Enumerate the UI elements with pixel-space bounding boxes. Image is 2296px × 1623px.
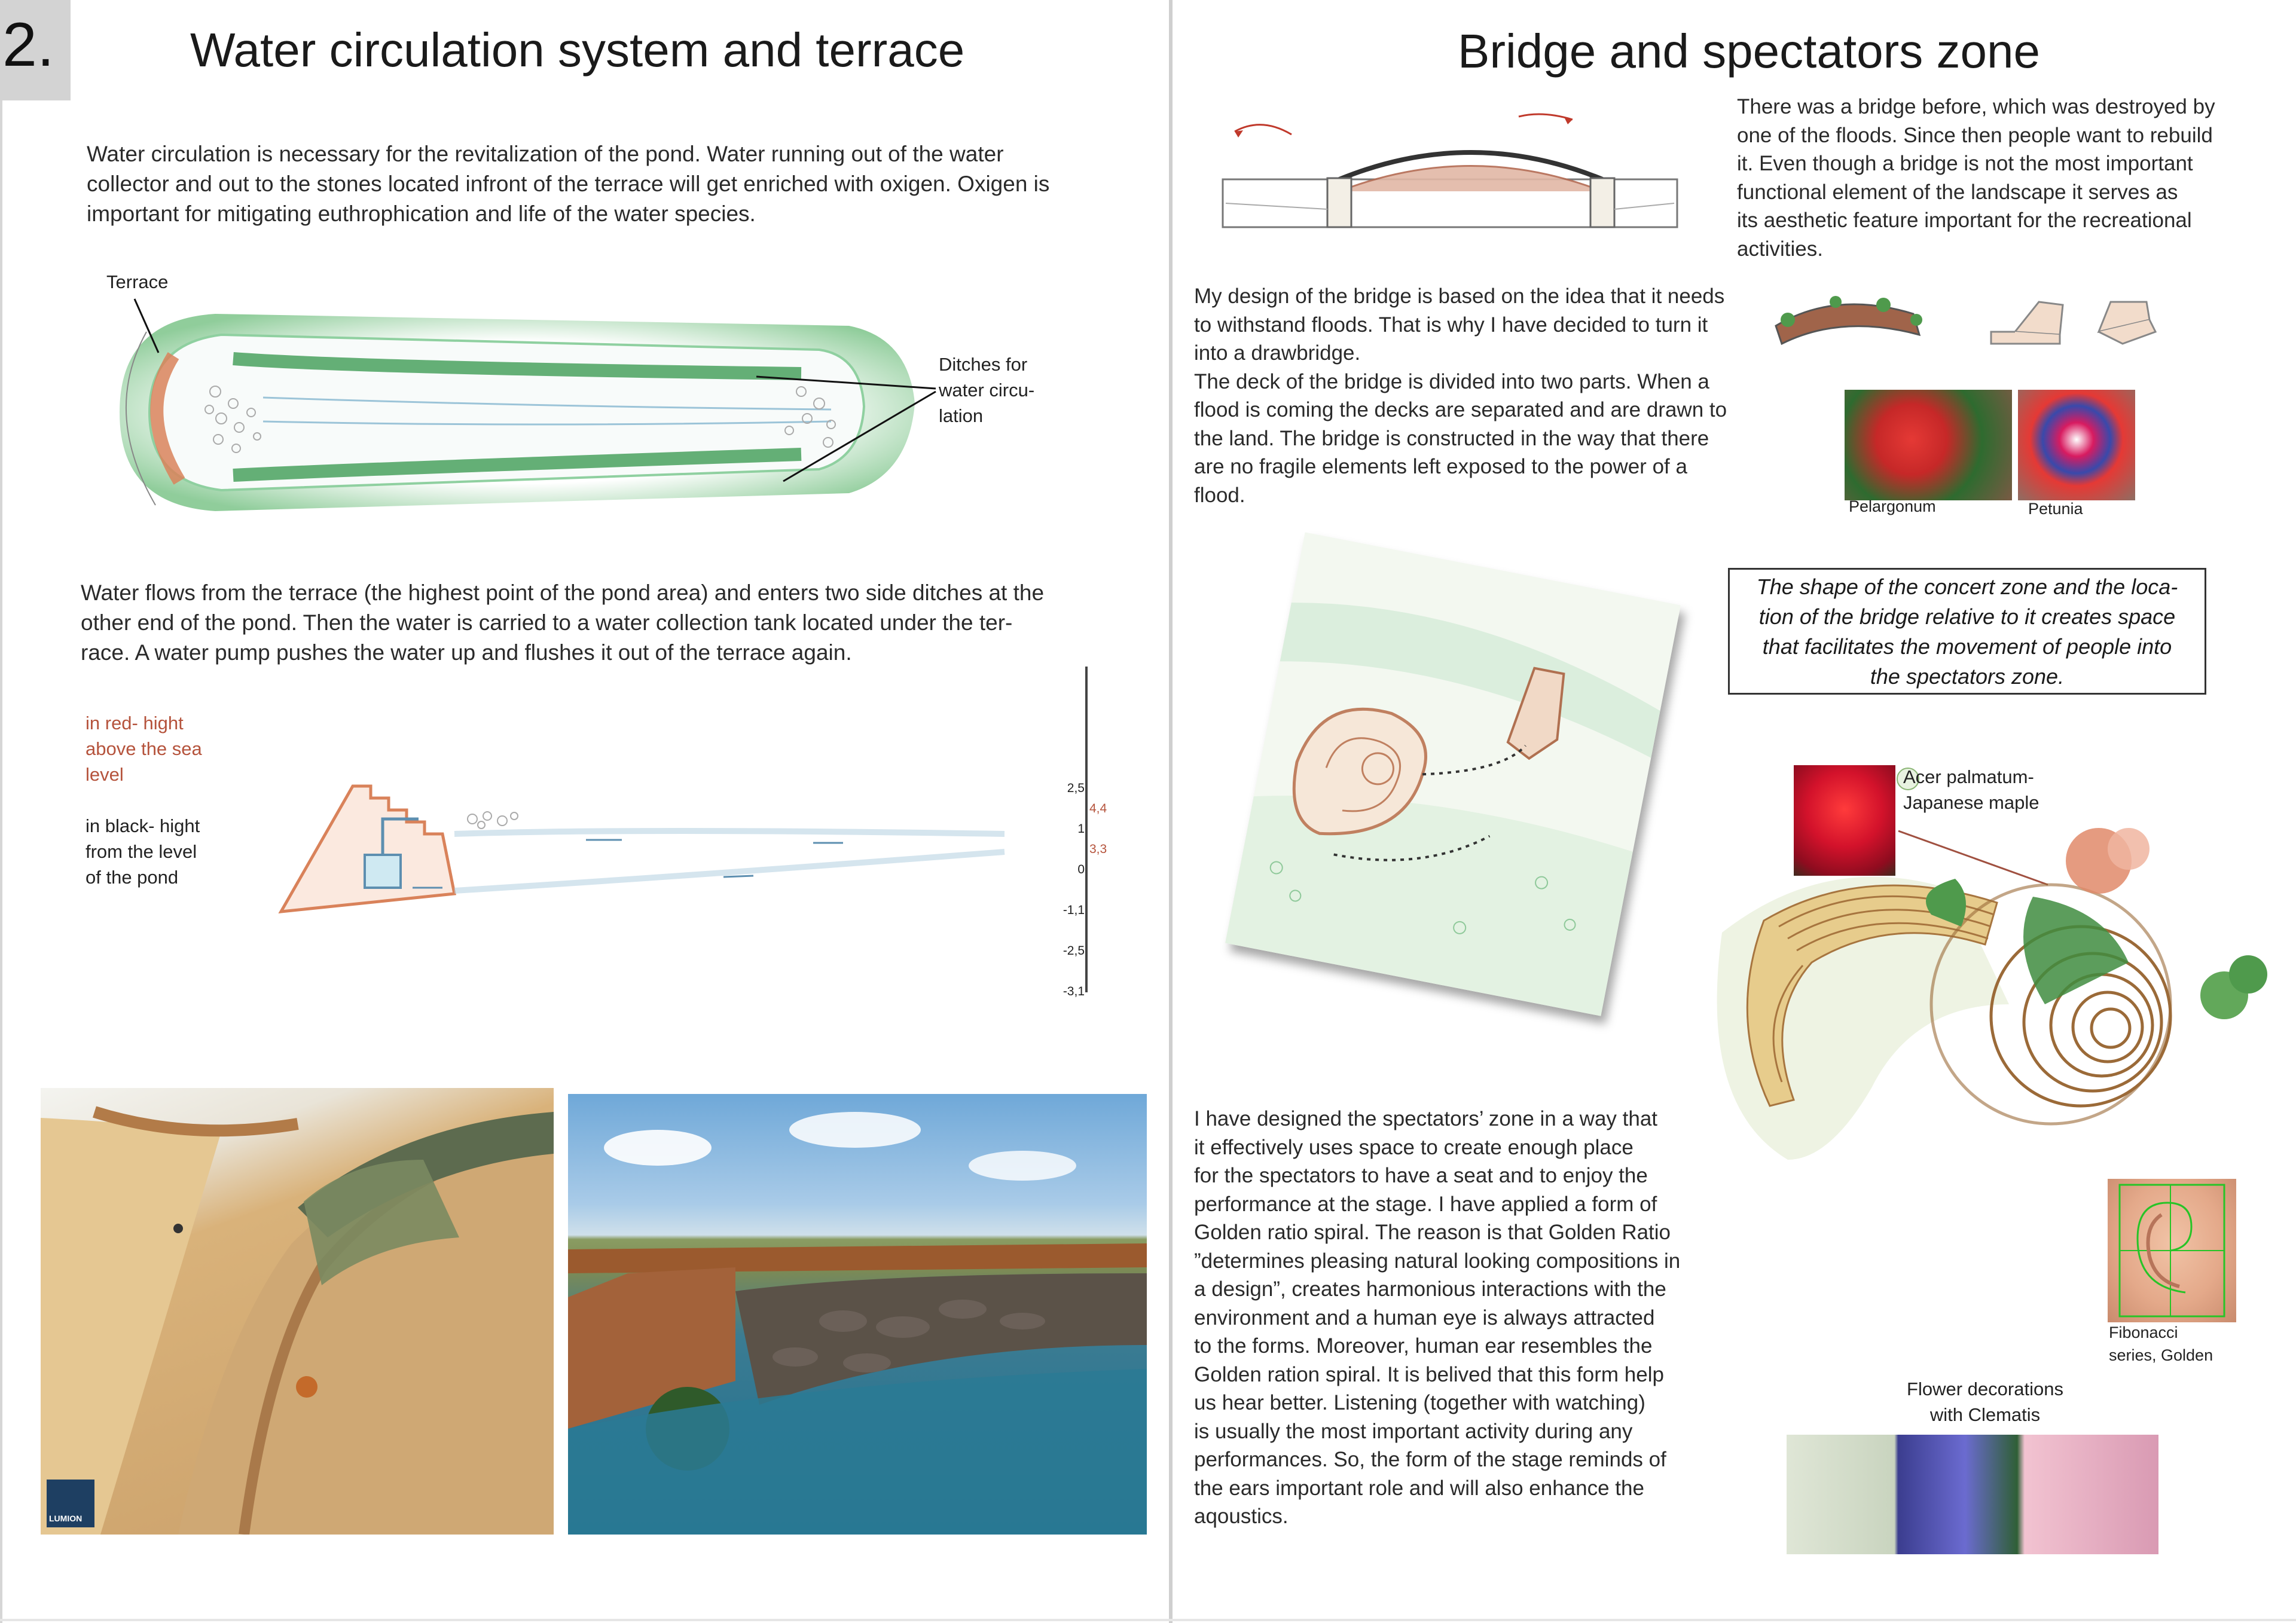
height-scale-black: 2,5 1 0 -1,1 -2,5 -3,1: [1062, 781, 1085, 998]
ditches-leader-lines: [753, 365, 939, 484]
clematis-label: Flower decorations with Clematis: [1907, 1379, 2063, 1425]
left-page-title: Water circulation system and terrace: [190, 23, 965, 77]
concert-zone-quote: The shape of the concert zone and the loca- tion of the bridge relative to it creates space that facilitates the movement of people into the spectators zone.: [1728, 568, 2206, 695]
spectators-zone-text: I have designed the spectators’ zone in a way that it effectively uses space to create enough place for the spectators to have a seat and to enjoy the performance at the stage. I have applied a form of Golden ratio spiral. The reason is that Golden Ratio ”determines pleasing natural looking compositions in a design”, creates harmonious interactions with the environment and a human eye is always attracted to the forms. Moreover, human ear resembles the Golden ration spiral. It is belived that this form help us hear better. Listening (together with watching) is usually the most important activity during any performances. So, the form of the stage reminds of the ears important role and will also enhance the aqoustics.: [1194, 1107, 1681, 1528]
clematis-photo-strip: [1787, 1435, 2158, 1554]
pelargonum-photo: [1845, 390, 2012, 500]
bridge-design-text: My design of the bridge is based on the idea that it needs to withstand floods. That is why I have decided to turn it into a drawbridge. The deck of the bridge is divided into two parts. When a flood is coming the decks are separated and are drawn to the land. The bridge is constructed in the way that there are no fragile elements left exposed to the power of a flood.: [1194, 285, 1727, 507]
water-flow-text: Water flows from the terrace (the highest point of the pond area) and enters two side ditches at the other end of the pond. Then the water is carried to a water collection tank located under the ter- race. A water pump pushes the water up and flushes it out of the terrace again.: [81, 580, 1045, 665]
concert-zone-plan-sketch: [1220, 523, 1692, 1028]
acer-palmatum-label: Acer palmatum- Japanese maple: [1903, 766, 2039, 813]
fibonacci-ear-photo: [2108, 1179, 2236, 1322]
fibonacci-label: Fibonacci series, Golden: [2109, 1324, 2213, 1364]
legend-black-heights: in black- hight from the level of the pond: [86, 815, 200, 888]
height-scale-red: 4,4 3,3: [1089, 802, 1107, 856]
ditches-label: Ditches for water circu- lation: [939, 354, 1035, 426]
terrace-render-image: [41, 1088, 554, 1535]
petunia-label: Petunia: [2028, 500, 2083, 518]
page-bottom-edge: [0, 1619, 2296, 1621]
page-left-edge: [0, 0, 2, 1623]
right-page-title: Bridge and spectators zone: [1458, 25, 2040, 78]
terrace-leader-line: [132, 296, 161, 356]
bridge-elevation-sketch: [1220, 108, 1698, 233]
page-divider: [1169, 0, 1173, 1623]
drawbridge-sketches: [1764, 278, 2170, 380]
pelargonum-label: Pelargonum: [1849, 497, 1936, 515]
terrace-label: Terrace: [106, 271, 169, 292]
pond-render-image: [568, 1094, 1147, 1535]
petunia-photo: [2018, 390, 2135, 500]
terrace-section-sketch: [275, 750, 1022, 924]
water-circulation-intro: Water circulation is necessary for the revitalization of the pond. Water running out of the water collector and out to the stones located infront of the terrace will get enriched with oxigen. Oxigen is important for mitigating euthrophication and life of the water species.: [87, 142, 1050, 226]
page-number: 2.: [0, 0, 71, 100]
legend-red-heights: in red- hight above the sea level: [86, 713, 202, 785]
bridge-history-text: There was a bridge before, which was destroyed by one of the floods. Since then people want to rebuild it. Even though a bridge is not the most important functional element of the landscape it serves as its aesthetic feature important for the recreational activities.: [1737, 95, 2215, 261]
lumion-logo: LUMION: [49, 1514, 83, 1523]
height-scale-axis: [1085, 667, 1088, 992]
